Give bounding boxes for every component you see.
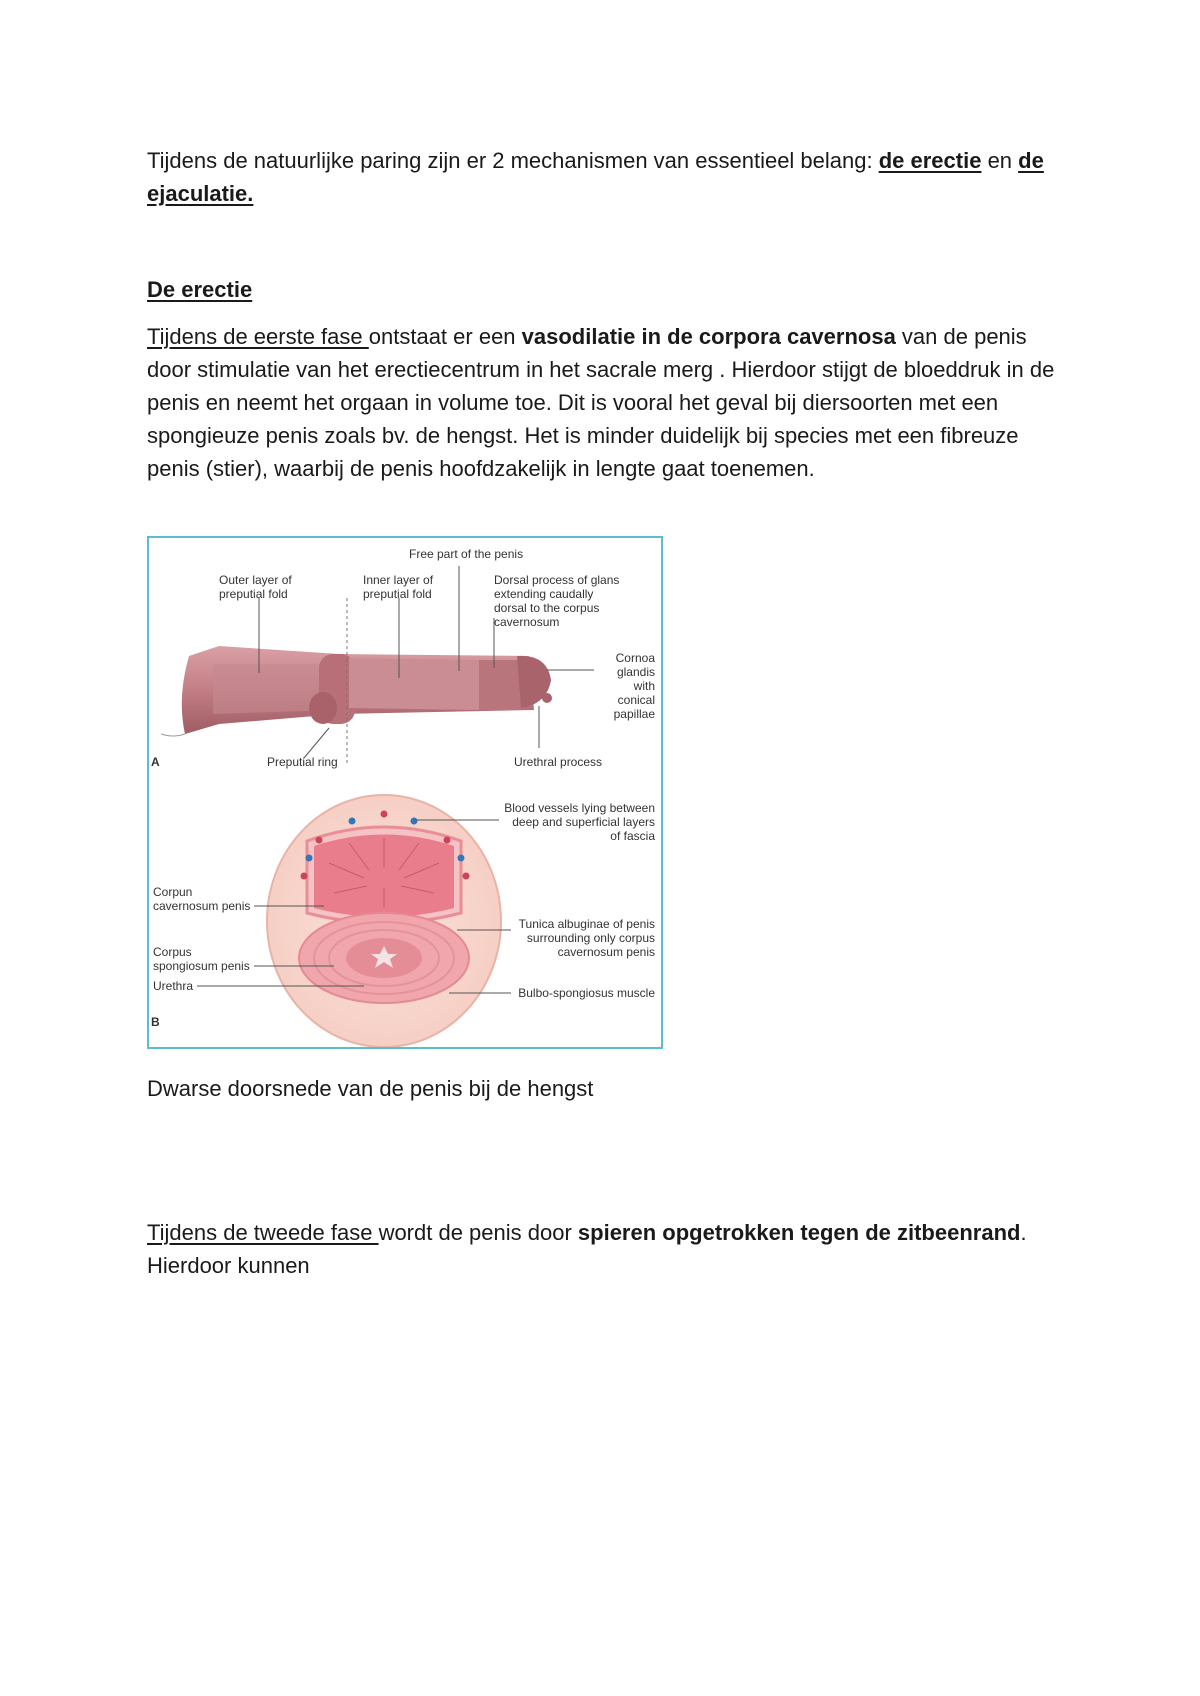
anatomy-figure	[147, 536, 663, 1049]
label-bulbo: Bulbo-spongiosus muscle	[518, 986, 655, 1000]
intro-text-en: en	[981, 148, 1019, 173]
para1-text1: ontstaat er een	[368, 324, 522, 349]
para2-text1: wordt de penis door	[378, 1220, 578, 1245]
label-cornoa-3: with	[633, 679, 655, 693]
label-tunica-1: Tunica albuginae of penis	[518, 917, 655, 931]
paragraph-first-phase	[147, 320, 1067, 485]
label-blood-vessels-1: Blood vessels lying between	[504, 801, 655, 815]
para2-bold: spieren opgetrokken tegen de zitbeenrand	[577, 1220, 1021, 1245]
label-preputial-ring: Preputial ring	[267, 755, 338, 769]
label-tunica-3: cavernosum penis	[557, 945, 655, 959]
label-dorsal-2: extending caudally	[494, 587, 594, 601]
term-de-ejaculatie: de ejaculatie.	[147, 148, 1044, 206]
label-a: A	[151, 755, 160, 769]
first-phase-label: Tijdens de eerste fase	[147, 324, 369, 349]
label-inner-layer-1: Inner layer of	[363, 573, 434, 587]
second-phase-label: Tijdens de tweede fase	[147, 1220, 379, 1245]
section-heading: De erectie	[147, 277, 253, 302]
figure-caption: Dwarse doorsnede van de penis bij de hengst	[147, 1076, 594, 1101]
label-dorsal-3: dorsal to the corpus	[494, 601, 600, 615]
label-outer-layer-2: preputial fold	[219, 587, 288, 601]
label-inner-layer-2: preputial fold	[363, 587, 432, 601]
label-corpun-2: cavernosum penis	[153, 899, 251, 913]
label-outer-layer-1: Outer layer of	[219, 573, 292, 587]
label-cornoa-2: glandis	[616, 665, 655, 679]
paragraph-second-phase	[147, 1216, 1067, 1282]
label-corpus-2: spongiosum penis	[153, 959, 250, 973]
para1-bold: vasodilatie in de corpora cavernosa	[521, 324, 896, 349]
label-blood-vessels-3: of fascia	[610, 829, 655, 843]
intro-paragraph	[147, 144, 1067, 210]
label-cornoa-1: Cornoa	[615, 651, 655, 665]
label-corpun-1: Corpun	[153, 885, 193, 899]
term-de-erectie: de erectie	[878, 148, 982, 173]
anatomy-illustration	[149, 538, 661, 1047]
para1-text2: van de penis door stimulatie van het erectiecentrum in het sacrale merg . Hierdoor stijgt de bloeddruk in de penis en neemt het orgaan in volume toe. Dit is vooral het geval bij diersoorten met een spongieuze penis zoals bv. de hengst. Het is minder duidelijk bij species met een fibreuze penis (stier), waarbij de penis hoofdzakelijk in lengte gaat toenemen.	[147, 324, 1055, 481]
label-urethral-process: Urethral process	[514, 755, 603, 769]
label-tunica-2: surrounding only corpus	[526, 931, 655, 945]
intro-text: Tijdens de natuurlijke paring zijn er 2 mechanismen van essentieel belang:	[147, 148, 879, 173]
label-free-part: Free part of the penis	[409, 547, 524, 561]
label-cornoa-5: papillae	[613, 707, 655, 721]
label-urethra: Urethra	[153, 979, 194, 993]
label-b: B	[151, 1015, 160, 1029]
label-dorsal-1: Dorsal process of glans	[494, 573, 620, 587]
para2-text2: . Hierdoor kunnen	[147, 1220, 1027, 1278]
label-cornoa-4: conical	[617, 693, 655, 707]
label-blood-vessels-2: deep and superficial layers	[512, 815, 655, 829]
label-corpus-1: Corpus	[153, 945, 192, 959]
cross-section	[267, 795, 501, 1047]
label-dorsal-4: cavernosum	[494, 615, 560, 629]
